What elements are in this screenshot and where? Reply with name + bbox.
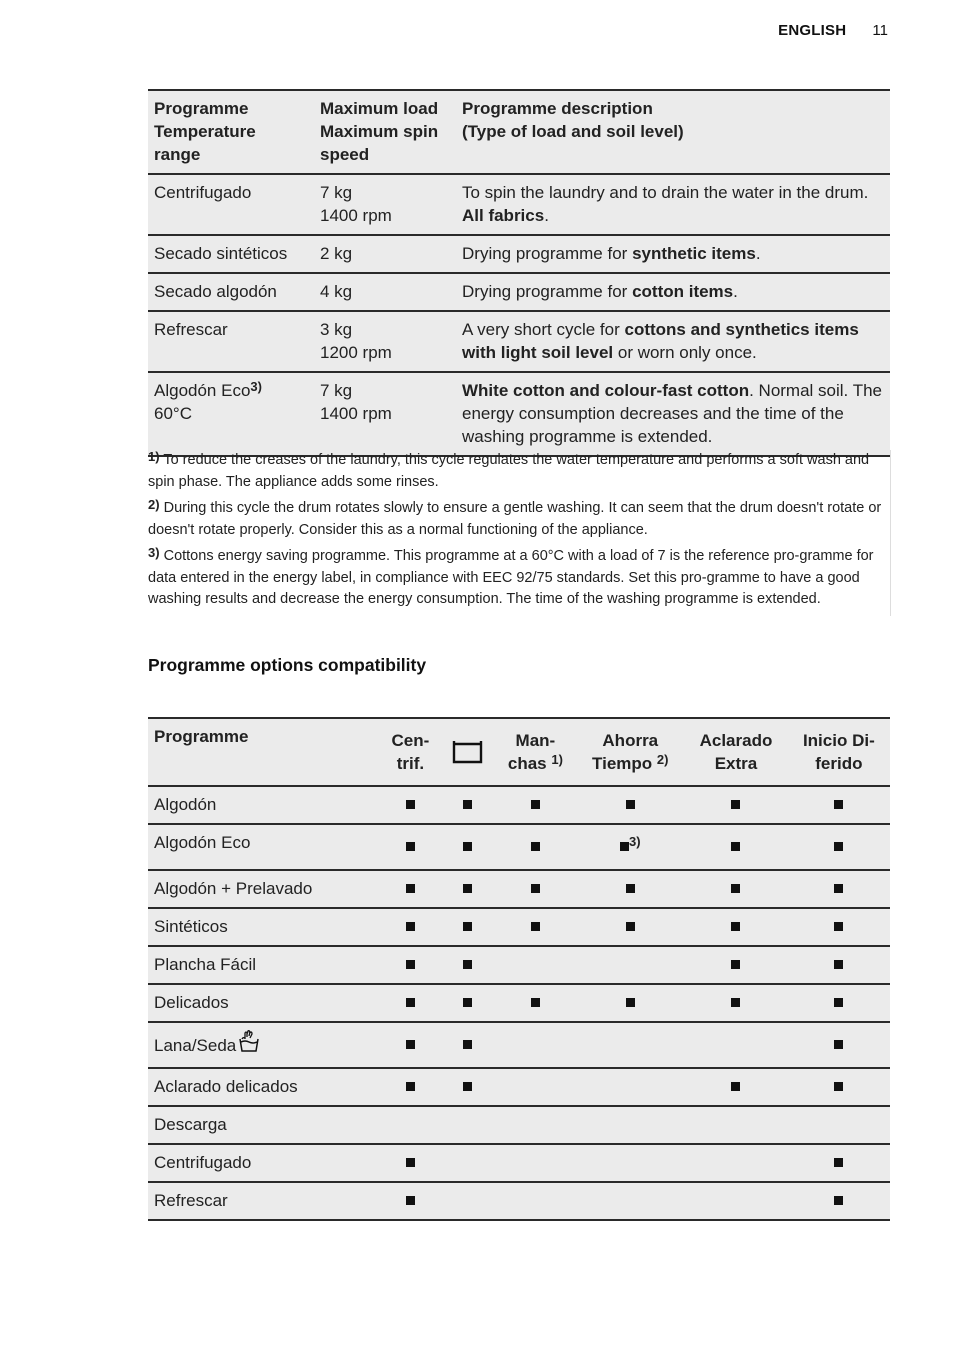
compatible-mark-icon — [834, 800, 843, 809]
option-cell — [684, 1022, 787, 1068]
programme-name-cell — [148, 786, 380, 824]
programme-name: Delicados — [154, 993, 229, 1012]
programme-row — [148, 311, 890, 372]
option-cell — [380, 908, 441, 946]
option-cell — [788, 946, 890, 984]
compatibility-row — [148, 1022, 890, 1068]
description-text: A very short cycle for — [462, 320, 625, 339]
compatibility-row — [148, 824, 890, 870]
option-header — [576, 718, 684, 786]
programme-name: Centrifugado — [154, 1153, 252, 1172]
option-cell — [380, 870, 441, 908]
compatible-mark-icon — [406, 1158, 415, 1167]
programme-row — [148, 273, 890, 311]
option-cell — [576, 824, 684, 870]
option-cell — [684, 1144, 787, 1182]
option-cell — [494, 984, 576, 1022]
programme-name: Sintéticos — [154, 917, 228, 936]
option-cell — [380, 1022, 441, 1068]
option-cell — [494, 1144, 576, 1182]
load-cell — [314, 273, 456, 311]
compatible-mark-icon — [406, 1082, 415, 1091]
option-label-line1: Aclarado — [699, 730, 773, 750]
programme-name-cell — [148, 984, 380, 1022]
option-cell — [576, 1182, 684, 1220]
programme-name: Algodón + Prelavado — [154, 879, 313, 898]
max-load: 3 kg — [320, 320, 353, 339]
option-cell — [494, 1106, 576, 1144]
compatible-mark-icon — [406, 842, 415, 851]
footnotes — [148, 450, 891, 616]
programme-name: Plancha Fácil — [154, 955, 257, 974]
programme-name-cell — [148, 946, 380, 984]
footnote-text: Cottons energy saving programme. This programme at a 60°C with a load of 7 is the reference pro-gramme for data entered in the energy label, in compliance with EEC 92/75 standards. Set this pro-gramme to have a good washing results and decrease the energy consumption. The time of the washing programme is extended. — [148, 548, 874, 607]
max-load: 7 kg — [320, 381, 353, 400]
description-text: synthetic items — [632, 244, 756, 263]
prewash-box-icon — [452, 739, 484, 765]
compatible-mark-icon — [731, 800, 740, 809]
description-text: Drying programme for — [462, 282, 633, 301]
description-text: All fabrics — [462, 206, 545, 225]
compatible-mark-icon — [463, 998, 472, 1007]
compatibility-table — [148, 717, 890, 1221]
compatible-mark-icon — [406, 960, 415, 969]
option-cell — [441, 1068, 495, 1106]
option-label-line2: Tiempo — [592, 753, 653, 773]
compatible-mark-icon — [731, 922, 740, 931]
compatible-mark-icon — [834, 922, 843, 931]
option-label-line2: ferido — [815, 753, 863, 773]
compatible-mark-icon — [834, 1158, 843, 1167]
description-cell — [456, 235, 890, 273]
handwash-icon — [238, 1029, 260, 1053]
programme-name-cell — [148, 372, 314, 456]
option-cell — [788, 824, 890, 870]
compatible-mark-icon — [406, 1040, 415, 1049]
compatible-mark-icon — [406, 800, 415, 809]
description-text: or worn only once. — [613, 343, 757, 362]
option-label-line1: Ahorra — [602, 730, 659, 750]
option-cell — [441, 946, 495, 984]
option-cell — [494, 824, 576, 870]
description-cell — [456, 372, 890, 456]
compatible-mark-icon — [406, 922, 415, 931]
option-cell — [684, 946, 787, 984]
option-label-line2: trif. — [396, 753, 425, 773]
programme-name-cell — [148, 1144, 380, 1182]
option-cell — [788, 1106, 890, 1144]
page-header — [778, 22, 888, 39]
option-cell — [380, 824, 441, 870]
footnote — [148, 546, 890, 611]
option-cell — [380, 1068, 441, 1106]
compatible-mark-icon — [463, 1040, 472, 1049]
option-cell — [380, 1182, 441, 1220]
option-cell — [494, 1022, 576, 1068]
programme-name: Centrifugado — [154, 183, 252, 202]
programme-name-cell — [148, 273, 314, 311]
compatible-mark-icon — [834, 1082, 843, 1091]
programme-name: Descarga — [154, 1115, 227, 1134]
programme-name: Lana/Seda — [154, 1036, 237, 1055]
description-text: . Normal soil. The energy consumption decreases and the time of the washing programme is extended. — [462, 381, 882, 446]
option-cell — [441, 786, 495, 824]
programme-name: Secado sintéticos — [154, 244, 288, 263]
compatible-mark-icon — [834, 998, 843, 1007]
compatible-mark-icon — [406, 1196, 415, 1205]
description-text: cottons and synthetics items with light soil level — [462, 320, 859, 362]
description-text: To spin the laundry and to drain the water in the drum. — [462, 183, 869, 202]
compatibility-row — [148, 908, 890, 946]
footnote-mark: 3) — [148, 545, 160, 560]
footnote-ref: 1) — [551, 751, 563, 767]
language-label: ENGLISH — [778, 22, 847, 39]
description-cell — [456, 273, 890, 311]
programme-name: Algodón Eco — [154, 833, 251, 852]
footnote-mark: 2) — [148, 497, 160, 512]
compatible-mark-icon — [731, 884, 740, 893]
option-cell — [494, 1182, 576, 1220]
max-spin: 1200 rpm — [320, 343, 392, 362]
compatibility-table-header — [148, 718, 890, 786]
option-cell — [380, 1144, 441, 1182]
option-header — [441, 718, 495, 786]
max-load: 2 kg — [320, 244, 353, 263]
option-cell — [441, 908, 495, 946]
load-cell — [314, 372, 456, 456]
compatibility-row — [148, 870, 890, 908]
option-cell — [684, 1068, 787, 1106]
programme-name: Algodón Eco — [154, 381, 251, 400]
compatible-mark-icon — [463, 800, 472, 809]
option-cell — [494, 786, 576, 824]
compatibility-row — [148, 984, 890, 1022]
programme-name: Aclarado delicados — [154, 1077, 298, 1096]
load-cell — [314, 174, 456, 235]
description-cell — [456, 311, 890, 372]
option-cell — [494, 1068, 576, 1106]
compatible-mark-icon — [531, 842, 540, 851]
compatible-mark-icon — [834, 1040, 843, 1049]
compatible-mark-icon — [834, 1196, 843, 1205]
option-cell — [494, 946, 576, 984]
option-cell — [788, 1144, 890, 1182]
option-cell — [380, 946, 441, 984]
compatible-mark-icon — [834, 884, 843, 893]
option-cell — [788, 786, 890, 824]
compatible-mark-icon — [531, 922, 540, 931]
option-cell — [576, 1144, 684, 1182]
footnote — [148, 498, 890, 541]
compatibility-row — [148, 1144, 890, 1182]
programme-name: Secado algodón — [154, 282, 277, 301]
description-text: cotton items — [632, 282, 734, 301]
option-header — [494, 718, 576, 786]
compatible-mark-icon — [406, 884, 415, 893]
programme-table-header — [148, 90, 890, 174]
compatible-mark-icon — [626, 884, 635, 893]
description-text: . — [733, 282, 738, 301]
option-cell — [441, 1182, 495, 1220]
option-cell — [788, 984, 890, 1022]
option-cell — [380, 1106, 441, 1144]
option-cell — [684, 870, 787, 908]
option-cell — [441, 984, 495, 1022]
option-cell — [576, 984, 684, 1022]
compatibility-row — [148, 1106, 890, 1144]
option-cell — [576, 1106, 684, 1144]
option-cell — [788, 1068, 890, 1106]
option-cell — [576, 946, 684, 984]
programme-name: Refrescar — [154, 1191, 228, 1210]
compatible-mark-icon — [620, 842, 629, 851]
option-cell — [441, 870, 495, 908]
option-cell — [576, 870, 684, 908]
option-cell — [380, 786, 441, 824]
description-cell — [456, 174, 890, 235]
option-cell — [576, 908, 684, 946]
option-cell — [684, 908, 787, 946]
programme-name-cell — [148, 908, 380, 946]
programme-row — [148, 174, 890, 235]
option-label-line2: Extra — [714, 753, 758, 773]
compatible-mark-icon — [834, 842, 843, 851]
option-header — [788, 718, 890, 786]
description-text: Drying programme for — [462, 244, 633, 263]
option-cell — [684, 1182, 787, 1220]
compatible-mark-icon — [626, 800, 635, 809]
programme-name-cell — [148, 235, 314, 273]
max-spin: 1400 rpm — [320, 404, 392, 423]
header-load: Maximum load Maximum spin speed — [314, 90, 456, 174]
compatible-mark-icon — [531, 884, 540, 893]
compatible-mark-icon — [531, 998, 540, 1007]
option-cell — [494, 870, 576, 908]
option-cell — [441, 1022, 495, 1068]
max-load: 4 kg — [320, 282, 353, 301]
option-cell — [494, 908, 576, 946]
programme-row — [148, 372, 890, 456]
option-header — [380, 718, 441, 786]
load-cell — [314, 235, 456, 273]
compatible-mark-icon — [463, 922, 472, 931]
footnote-ref: 2) — [656, 751, 669, 767]
option-label-line1: Inicio Di- — [802, 730, 875, 750]
footnote — [148, 450, 890, 493]
footnote-text: To reduce the creases of the laundry, this cycle regulates the water temperature and performs a soft wash and spin phase. The appliance adds some rinses. — [148, 452, 870, 490]
option-cell — [788, 1022, 890, 1068]
section-title: Programme options compatibility — [148, 655, 427, 675]
option-cell — [380, 984, 441, 1022]
programme-row — [148, 235, 890, 273]
programme-name-cell — [148, 1022, 380, 1068]
option-label-line2: chas — [507, 753, 547, 773]
page-number: 11 — [872, 22, 888, 39]
footnote-text: During this cycle the drum rotates slowly to ensure a gentle washing. It can seem that the drum doesn't rotate or doesn't rotate properly. Consider this as a normal functioning of the appliance. — [148, 500, 882, 538]
option-cell — [576, 1068, 684, 1106]
programme-name-cell — [148, 311, 314, 372]
load-cell — [314, 311, 456, 372]
option-label-line1: Man- — [515, 730, 556, 750]
compatible-mark-icon — [731, 842, 740, 851]
description-text: . — [755, 244, 761, 263]
header-programme: Programme Temperature range — [148, 90, 314, 174]
option-cell — [684, 984, 787, 1022]
max-spin: 1400 rpm — [320, 206, 392, 225]
option-label-line1: Cen- — [391, 730, 430, 750]
programme-name-cell — [148, 174, 314, 235]
compatible-mark-icon — [463, 1082, 472, 1091]
footnote-ref: 3) — [628, 834, 641, 849]
compatibility-row — [148, 1068, 890, 1106]
header-programme: Programme — [148, 718, 380, 786]
header-description: Programme description (Type of load and soil level) — [456, 90, 890, 174]
max-load: 7 kg — [320, 183, 353, 202]
footnote-mark: 1) — [148, 449, 160, 464]
compatible-mark-icon — [463, 884, 472, 893]
compatibility-row — [148, 1182, 890, 1220]
programme-name: Refrescar — [154, 320, 228, 339]
compatible-mark-icon — [463, 960, 472, 969]
compatible-mark-icon — [834, 960, 843, 969]
compatible-mark-icon — [731, 998, 740, 1007]
description-text: White cotton and colour-fast cotton — [462, 381, 750, 400]
compatible-mark-icon — [731, 1082, 740, 1091]
programme-table — [148, 89, 890, 457]
option-cell — [788, 870, 890, 908]
description-text: . — [544, 206, 549, 225]
compatibility-row — [148, 946, 890, 984]
compatible-mark-icon — [626, 922, 635, 931]
footnote-ref: 3) — [250, 379, 262, 394]
compatible-mark-icon — [463, 842, 472, 851]
option-cell — [684, 786, 787, 824]
programme-name: Algodón — [154, 795, 217, 814]
compatible-mark-icon — [731, 960, 740, 969]
compatible-mark-icon — [406, 998, 415, 1007]
option-cell — [441, 1144, 495, 1182]
option-cell — [684, 1106, 787, 1144]
option-cell — [441, 1106, 495, 1144]
option-cell — [788, 1182, 890, 1220]
programme-name-cell — [148, 824, 380, 870]
option-cell — [576, 786, 684, 824]
option-cell — [441, 824, 495, 870]
compatibility-row — [148, 786, 890, 824]
programme-name-cell — [148, 1068, 380, 1106]
option-cell — [576, 1022, 684, 1068]
option-header — [684, 718, 787, 786]
option-cell — [788, 908, 890, 946]
option-cell — [684, 824, 787, 870]
programme-temperature: 60°C — [154, 404, 192, 423]
compatible-mark-icon — [531, 800, 540, 809]
compatible-mark-icon — [626, 998, 635, 1007]
programme-name-cell — [148, 870, 380, 908]
programme-name-cell — [148, 1106, 380, 1144]
programme-name-cell — [148, 1182, 380, 1220]
